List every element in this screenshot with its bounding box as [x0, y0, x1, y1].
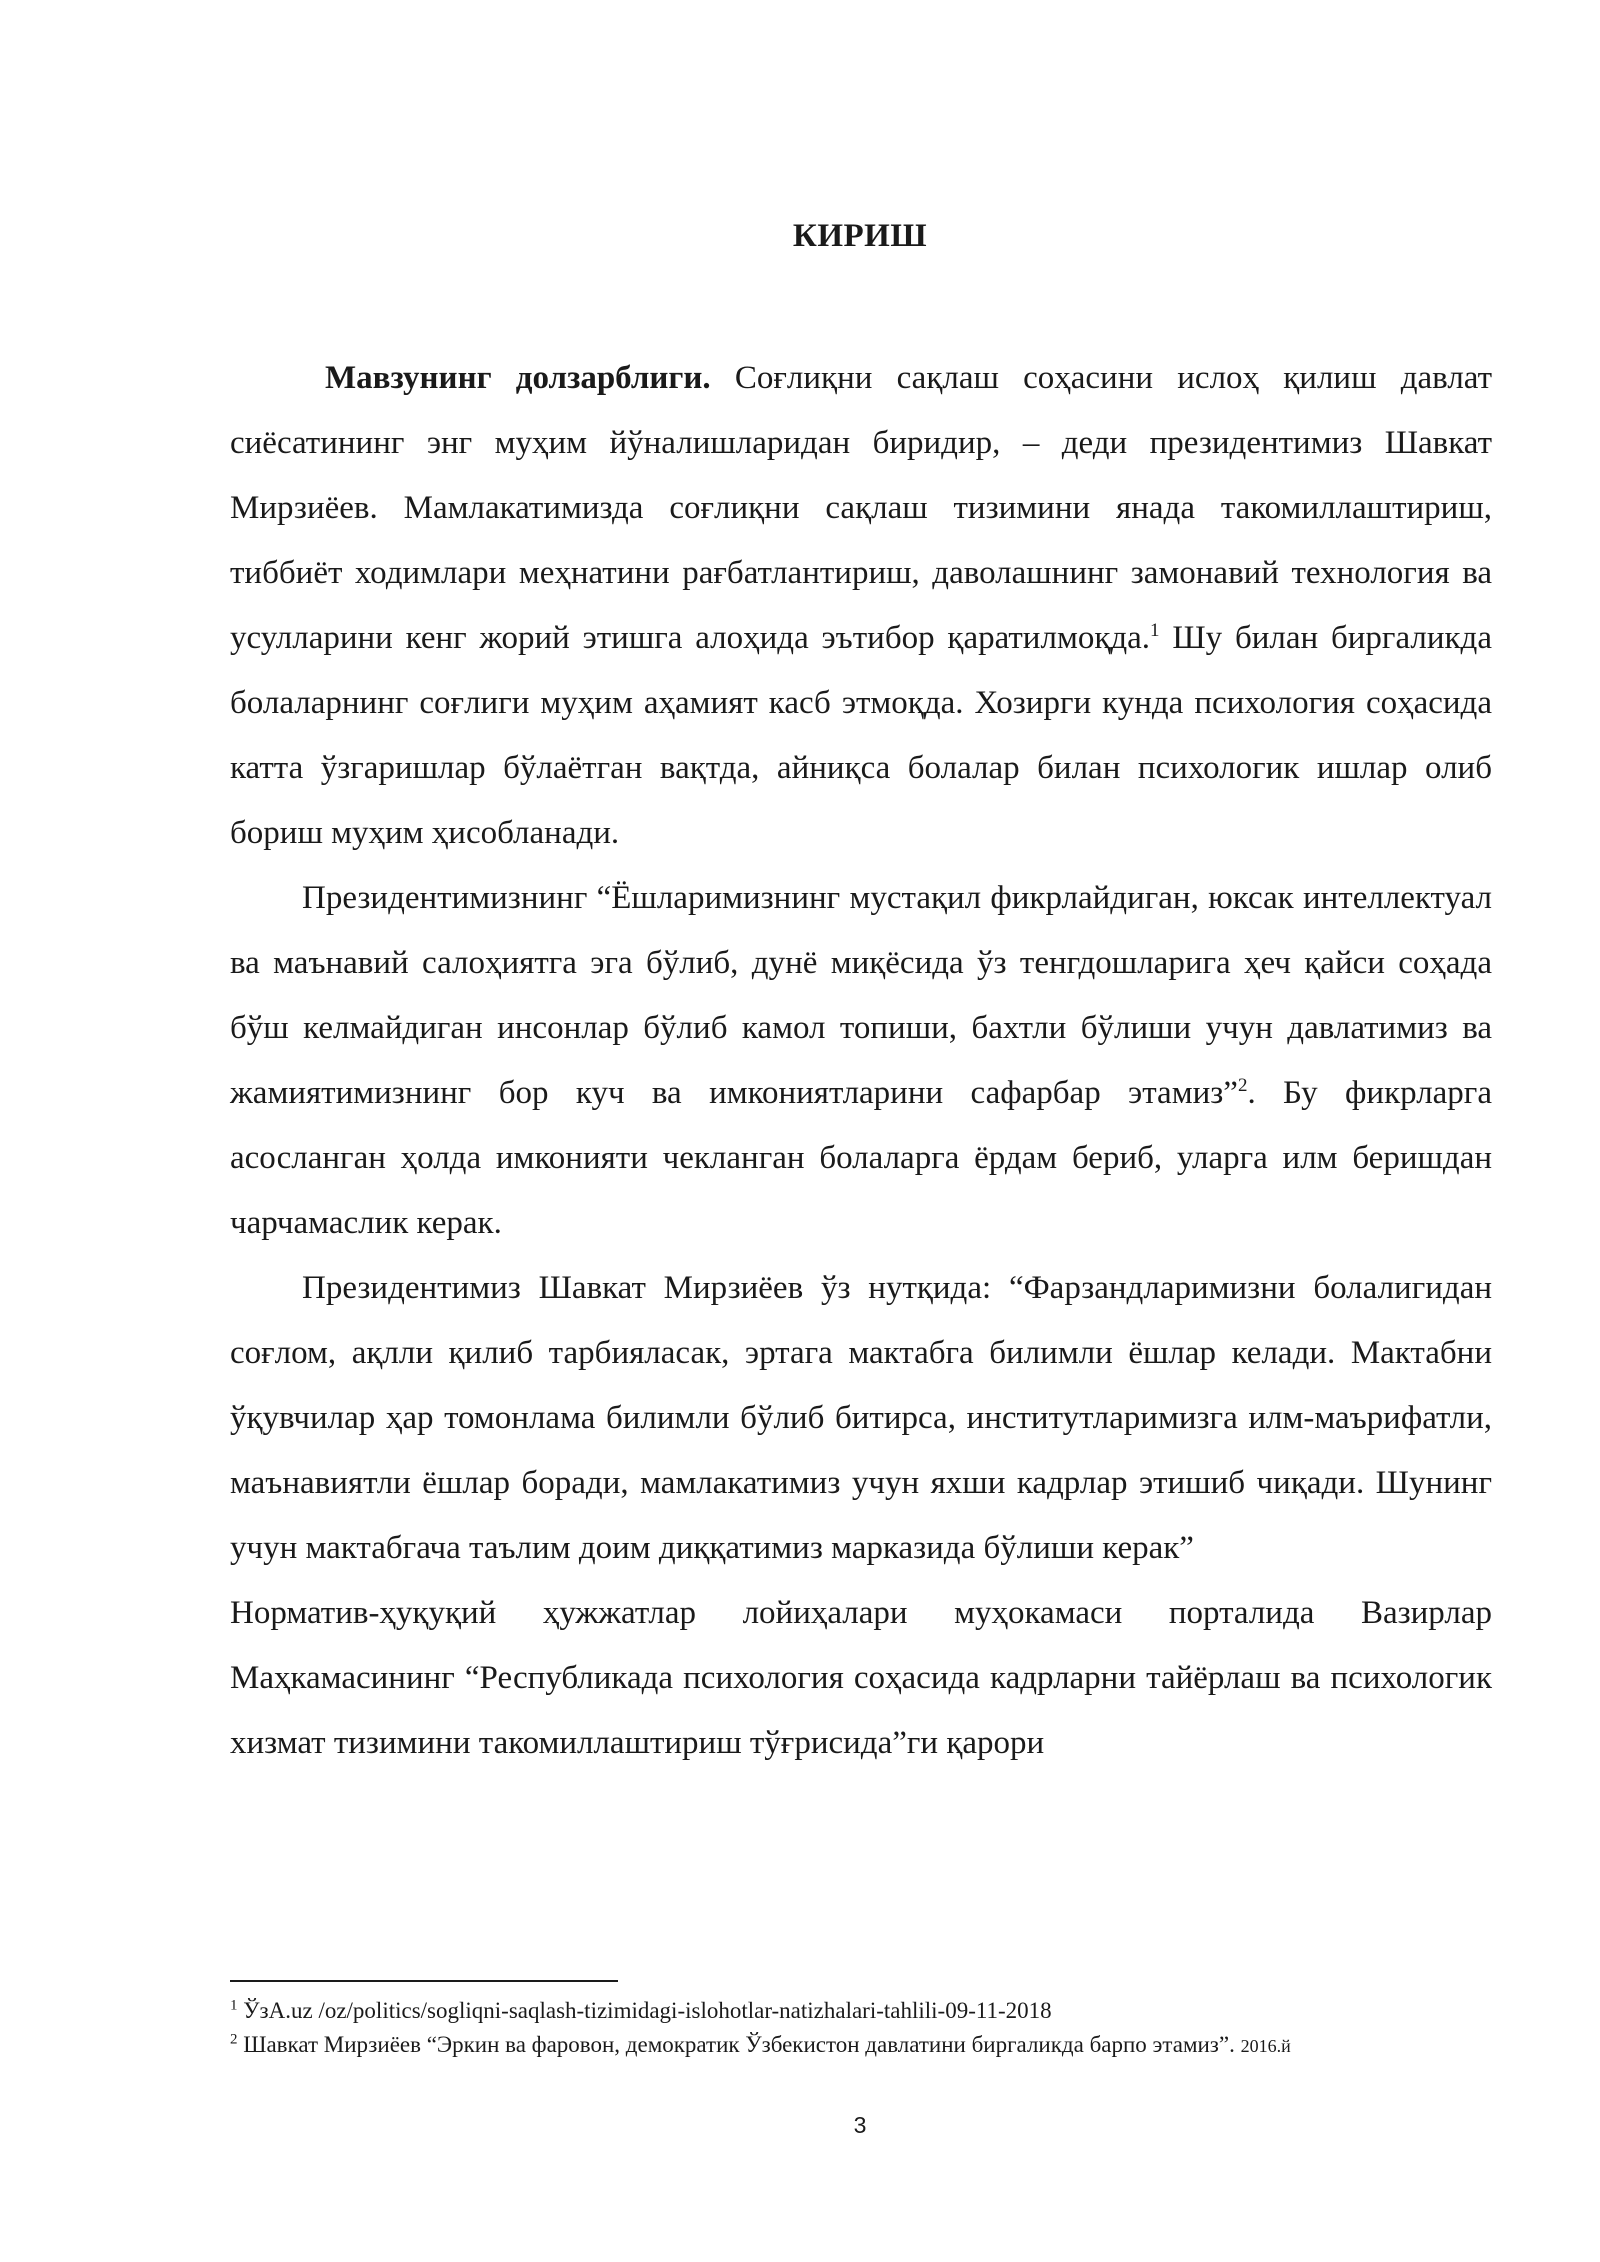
paragraph-lead: Мавзунинг долзарблиги. — [325, 360, 711, 396]
paragraph-relevance — [230, 346, 1492, 866]
page-number: 3 — [853, 2112, 867, 2138]
footnote-number: 2 — [230, 2031, 238, 2048]
paragraph-text: Шу билан биргаликда болаларнинг соғлиги муҳим аҳамият касб этмоқда. Хозирги кунда психология соҳасида катта ўзгаришлар бўлаётган вақтда, айниқса болалар билан психологик ишлар олиб бориш муҳим ҳисобланади. — [230, 620, 1492, 851]
footnote-number: 1 — [230, 1997, 238, 2014]
footnotes — [230, 1994, 1492, 2063]
page-title: КИРИШ — [792, 218, 928, 254]
footnote-reference: 1 — [1150, 620, 1160, 641]
footnote-2 — [230, 2028, 1492, 2063]
footnote-year: 2016.й — [1240, 2036, 1291, 2056]
footnote-text: Шавкат Мирзиёев “Эркин ва фаровон, демократик Ўзбекистон давлатини биргаликда барпо этамиз”. — [237, 2032, 1241, 2057]
footnote-reference: 2 — [1237, 1075, 1248, 1096]
footnote-text: ЎзА.uz /oz/politics/sogliqni-saqlash-tizimidagi-islohotlar-natizhalari-tahlili-09-11-2018 — [237, 1998, 1052, 2023]
paragraph-text: . Бу фикрларга асосланган ҳолда имконияти чекланган болаларга ёрдам бериб, уларга илм беришдан чарчамаслик керак. — [230, 1075, 1492, 1241]
paragraph-text: Президентимизнинг “Ёшларимизнинг мустақил фикрлайдиган, юксак интеллектуал ва маънавий салоҳиятга эга бўлиб, дунё миқёсида ўз тенгдошларига ҳеч қайси соҳада бўш келмайдиган инсонлар бўлиб камол топиши, бахтли бўлиши учун давлатимиз ва жамиятимизнинг бор куч ва имкониятларини сафарбар этамиз” — [230, 880, 1492, 1111]
body-text — [230, 346, 1492, 1776]
paragraph-speech-quote: Президентимиз Шавкат Мирзиёев ўз нутқида: “Фарзандларимизни болалигидан соғлом, ақлли қилиб тарбияласак, эртага мактабга билимли ёшлар келади. Мактабни ўқувчилар ҳар томонлама билимли бўлиб битирса, институтларимизга илм-маърифатли, маънавиятли ёшлар боради, мамлакатимиз учун яхши кадрлар этишиб чиқади. Шунинг учун мактабгача таълим доим диққатимиз марказида бўлиши керак” — [230, 1270, 1492, 1566]
paragraph-regulation: Норматив-ҳуқуқий ҳужжатлар лойиҳалари муҳокамаси порталида Вазирлар Маҳкамасининг “Республикада психология соҳасида кадрларни тайёрлаш ва психологик хизмат тизимини такомиллаштириш тўғрисида”ги қарори — [230, 1595, 1492, 1761]
paragraph-president-quote — [230, 866, 1492, 1256]
footnote-1 — [230, 1994, 1492, 2028]
footnote-separator — [230, 1980, 618, 1982]
paragraph-text: Соғлиқни сақлаш соҳасини ислоҳ қилиш давлат сиёсатининг энг муҳим йўналишларидан биридир, – деди президентимиз Шавкат Мирзиёев. Мамлакатимизда соғлиқни сақлаш тизимини янада такомиллаштириш, тиббиёт ходимлари меҳнатини рағбатлантириш, даволашнинг замонавий технология ва усулларини кенг жорий этишга алоҳида эътибор қаратилмоқда. — [230, 360, 1492, 656]
